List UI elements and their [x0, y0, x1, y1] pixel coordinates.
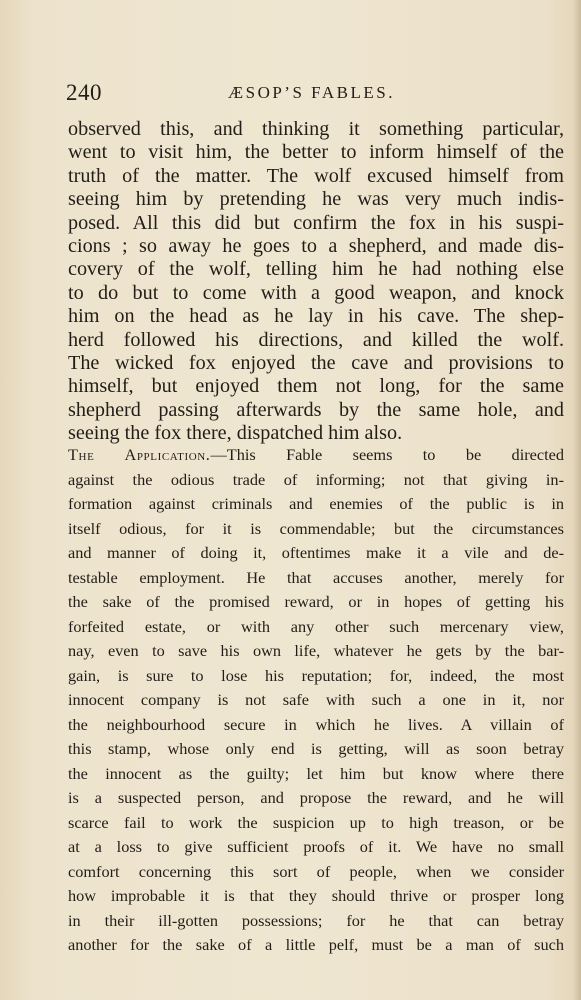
application-line: formation against criminals and enemies of the public is in: [68, 494, 564, 513]
text-line: himself, but enjoyed them not long, for the same: [68, 375, 564, 398]
application-line: —This Fable seems to be directed: [210, 445, 564, 464]
application-line: another for the sake of a little pelf, must be a man of such: [68, 935, 564, 954]
application-line: at a loss to give sufficient proofs of it. We have no small: [68, 837, 564, 856]
application-line: innocent company is not safe with such a one in it, nor: [68, 690, 564, 709]
application-line: nay, even to save his own life, whatever he gets by the bar-: [68, 641, 564, 660]
application-line: gain, is sure to lose his reputation; for, indeed, the most: [68, 665, 564, 685]
application-line: and manner of doing it, oftentimes make it a vile and de-: [68, 543, 564, 562]
application-section: [68, 443, 564, 958]
application-line: comfort concerning this sort of people, when we consider: [68, 861, 564, 881]
fable-text: [68, 118, 564, 446]
text-line: truth of the matter. The wolf excused himself from: [68, 164, 564, 187]
text-line: cions ; so away he goes to a shepherd, and made dis-: [68, 235, 564, 258]
application-line: the sake of the promised reward, or in hopes of getting his: [68, 592, 564, 611]
text-line: went to visit him, the better to inform himself of the: [68, 141, 564, 164]
text-line: seeing the fox there, dispatched him also.: [68, 422, 403, 445]
text-line: observed this, and thinking it something particular,: [68, 118, 564, 140]
text-line: to do but to come with a good weapon, and knock: [68, 281, 564, 304]
application-line: in their ill-gotten possessions; for he that can betray: [68, 910, 564, 930]
application-line: scarce fail to work the suspicion up to high treason, or be: [68, 812, 564, 832]
page-edge-shadow: [573, 0, 581, 1000]
application-first-line: [68, 443, 564, 468]
running-title: ÆSOP’S FABLES.: [228, 83, 395, 102]
application-line: this stamp, whose only end is getting, will as soon betray: [68, 739, 564, 758]
text-line: The wicked fox enjoyed the cave and provisions to: [68, 352, 564, 375]
text-line: shepherd passing afterwards by the same hole, and: [68, 398, 564, 421]
application-line: testable employment. He that accuses another, merely for: [68, 567, 564, 587]
running-head: [66, 80, 566, 110]
text-line: posed. All this did but confirm the fox in his suspi-: [68, 211, 564, 234]
application-line: is a suspected person, and propose the reward, and he will: [68, 788, 564, 807]
application-line: the neighbourhood secure in which he lives. A villain of: [68, 714, 564, 734]
application-line: how improbable it is that they should thrive or prosper long: [68, 886, 564, 905]
text-line: herd followed his directions, and killed the wolf.: [68, 328, 564, 351]
page-number: 240: [66, 80, 102, 105]
text-line: seeing him by pretending he was very much indis-: [68, 188, 564, 211]
text-line: covery of the wolf, telling him he had nothing else: [68, 258, 564, 281]
application-line: itself odious, for it is commendable; but the circumstances: [68, 518, 564, 538]
text-line: him on the head as he lay in his cave. The shep-: [68, 305, 564, 328]
application-line: against the odious trade of informing; not that giving in-: [68, 469, 564, 489]
application-heading: The Application.: [68, 445, 211, 464]
application-line: forfeited estate, or with any other such mercenary view,: [68, 616, 564, 636]
application-line: the innocent as the guilty; let him but know where there: [68, 763, 564, 783]
